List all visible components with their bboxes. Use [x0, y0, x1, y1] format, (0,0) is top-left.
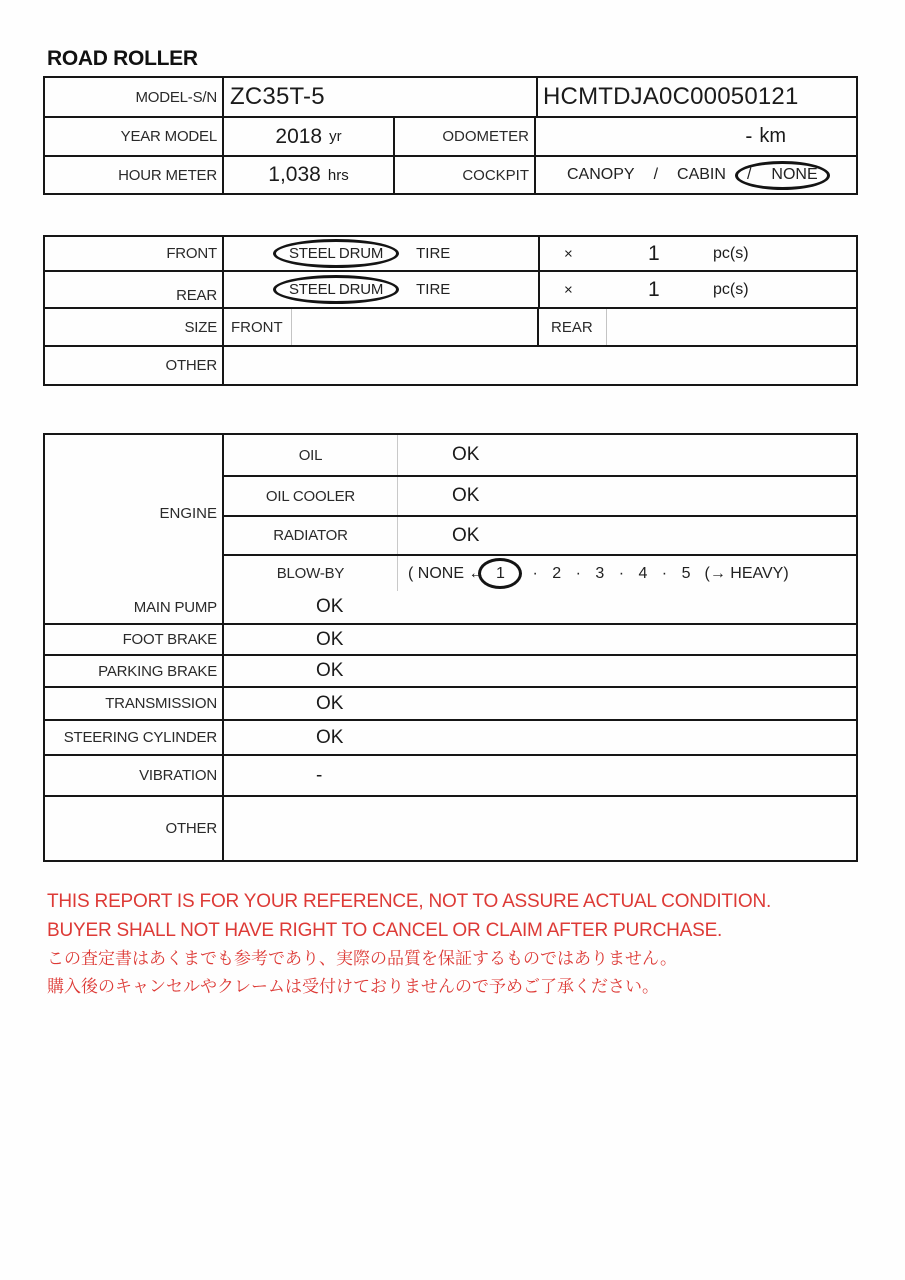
parking-brake-value: OK [316, 660, 344, 681]
vibration-value: - [316, 764, 323, 786]
size-front-value [292, 309, 539, 345]
table-row-parking-brake [45, 654, 856, 686]
table-row-engine-oil [224, 435, 856, 475]
inspection-table [43, 433, 858, 862]
vibration-label: VIBRATION [45, 756, 224, 795]
odometer-label: ODOMETER [395, 118, 536, 155]
other-label: OTHER [45, 347, 224, 384]
table-row-main-pump [45, 591, 856, 623]
front-qty-cell [540, 237, 856, 270]
odometer-unit: km [759, 125, 786, 147]
engine-block [45, 435, 856, 591]
table-row-engine-oil-cooler [224, 475, 856, 515]
main-pump-label: MAIN PUMP [45, 591, 224, 623]
multiply-sign: × [564, 281, 573, 298]
other-inspection-value [224, 797, 856, 860]
steering-cylinder-value: OK [316, 726, 344, 748]
radiator-value: OK [452, 524, 480, 546]
blowby-scale-prefix: ( NONE ← [408, 564, 485, 582]
steering-cylinder-label: STEERING CYLINDER [45, 721, 224, 754]
cockpit-none-selection-ellipse [735, 161, 830, 190]
hour-value-cell [224, 157, 395, 193]
table-row-steering-cylinder [45, 719, 856, 754]
machine-info-table [43, 76, 858, 195]
disclaimer-line-jp-1: この査定書はあくまでも参考であり、実際の品質を保証するものではありません。 [47, 949, 678, 968]
rear-type-cell [224, 272, 540, 307]
table-row-other-inspection [45, 795, 856, 860]
serial-value: HCMTDJA0C00050121 [543, 83, 799, 110]
table-row-engine-radiator [224, 515, 856, 554]
engine-label: ENGINE [45, 435, 224, 591]
rear-qty-unit: pc(s) [713, 280, 749, 298]
cockpit-separator: / [653, 166, 659, 183]
foot-brake-label: FOOT BRAKE [45, 625, 224, 654]
cockpit-separator: / [746, 166, 752, 183]
oil-cooler-value: OK [452, 485, 480, 506]
table-row-engine-blowby [224, 554, 856, 591]
disclaimer-line-jp-2: 購入後のキャンセルやクレームは受付けておりませんので予めご了承ください。 [47, 976, 659, 996]
multiply-sign: × [564, 245, 573, 262]
parking-brake-label: PARKING BRAKE [45, 656, 224, 686]
size-label: SIZE [45, 309, 224, 345]
year-model-label: YEAR MODEL [45, 118, 224, 155]
transmission-label: TRANSMISSION [45, 688, 224, 719]
size-rear-label: REAR [539, 309, 607, 345]
foot-brake-value: OK [316, 628, 344, 650]
disclaimer-line-en-2: BUYER SHALL NOT HAVE RIGHT TO CANCEL OR CLAIM AFTER PURCHASE. [47, 919, 723, 941]
blowby-selected-circle: 1 [478, 558, 522, 589]
year-value-cell [224, 118, 395, 155]
table-row-rear-drum [45, 270, 856, 307]
hour-value: 1,038 [268, 163, 321, 186]
year-value: 2018 [275, 124, 323, 148]
cockpit-options-cell [536, 157, 856, 193]
oil-value: OK [452, 444, 480, 465]
front-tire-label: TIRE [416, 245, 451, 262]
blowby-scale-suffix: (→ HEAVY) [704, 564, 789, 582]
odometer-value: - [745, 124, 753, 148]
front-qty-unit: pc(s) [713, 244, 749, 262]
table-row-transmission [45, 686, 856, 719]
blowby-scale-cell [398, 556, 856, 591]
cockpit-label: COCKPIT [395, 157, 536, 193]
drum-tire-table [43, 235, 858, 386]
oil-cooler-label: OIL COOLER [224, 477, 398, 515]
table-row-year-odometer [45, 116, 856, 155]
size-rear-value [607, 309, 856, 345]
model-sn-label: MODEL-S/N [45, 78, 224, 116]
hour-meter-label: HOUR METER [45, 157, 224, 193]
cockpit-option-cabin: CABIN [677, 166, 726, 183]
rear-label: REAR [45, 272, 224, 307]
table-row-foot-brake [45, 623, 856, 654]
blowby-label: BLOW-BY [224, 556, 398, 591]
other-inspection-label: OTHER [45, 797, 224, 860]
table-row-other [45, 345, 856, 384]
page-title: ROAD ROLLER [47, 47, 198, 70]
rear-tire-label: TIRE [416, 281, 451, 298]
hour-unit: hrs [327, 166, 349, 184]
front-type-cell [224, 237, 540, 270]
cockpit-option-none: NONE [771, 166, 818, 183]
table-row-model [45, 78, 856, 116]
year-unit: yr [329, 128, 342, 145]
transmission-value: OK [316, 692, 344, 714]
rear-qty-value: 1 [648, 277, 660, 301]
rear-qty-cell [540, 272, 856, 307]
table-row-size [45, 307, 856, 345]
table-row-vibration [45, 754, 856, 795]
disclaimer-block [47, 888, 771, 1000]
rear-steel-drum-selection-ellipse: STEEL DRUM [273, 275, 399, 304]
oil-label: OIL [224, 435, 398, 475]
size-front-label: FRONT [224, 309, 292, 345]
other-value [224, 347, 856, 384]
blowby-scale-numbers: · 2 · 3 · 4 · 5 [532, 564, 691, 582]
odometer-value-cell [536, 118, 856, 155]
table-row-hour-cockpit [45, 155, 856, 193]
cockpit-option-canopy: CANOPY [567, 166, 635, 183]
model-value: ZC35T-5 [224, 78, 538, 116]
radiator-label: RADIATOR [224, 517, 398, 554]
front-label: FRONT [45, 237, 224, 270]
disclaimer-line-en-1: THIS REPORT IS FOR YOUR REFERENCE, NOT TO ASSURE ACTUAL CONDITION. [47, 891, 772, 912]
front-steel-drum-selection-ellipse: STEEL DRUM [273, 239, 399, 268]
front-qty-value: 1 [648, 241, 660, 265]
table-row-front-drum [45, 237, 856, 270]
main-pump-value: OK [316, 596, 344, 617]
